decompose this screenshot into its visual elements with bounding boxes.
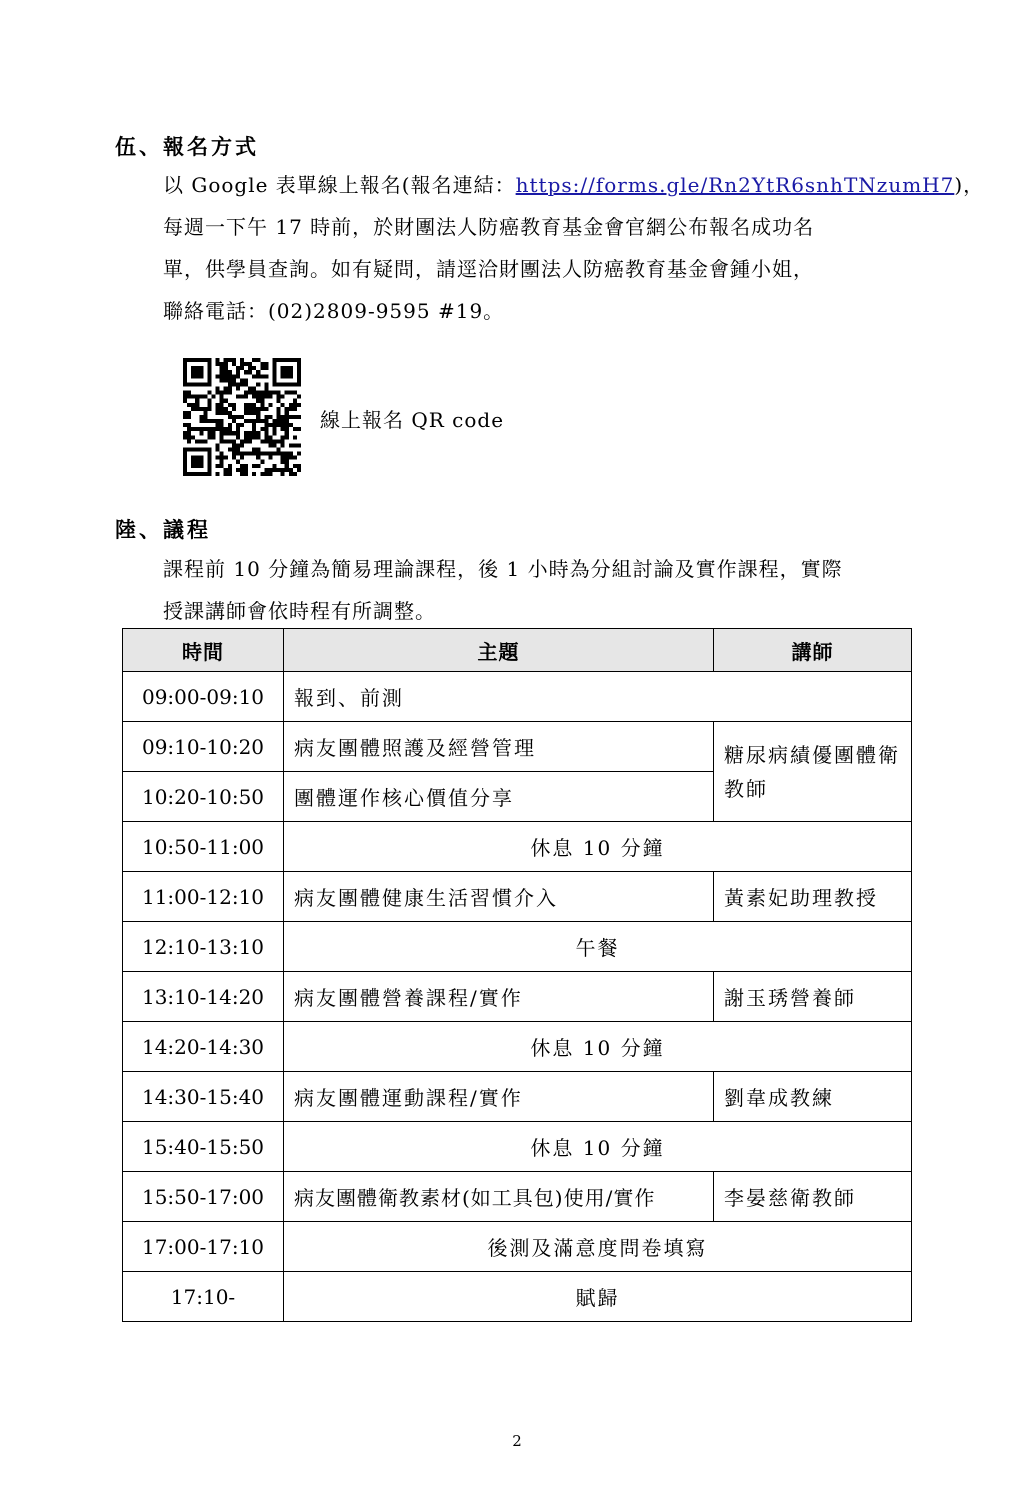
qr-code-image <box>183 358 301 476</box>
table-row <box>123 1122 912 1172</box>
registration-text: 以 Google 表單線上報名(報名連結： <box>163 173 516 197</box>
time-cell: 10:20-10:50 <box>123 772 284 822</box>
section-heading-registration: 伍、報名方式 <box>115 135 259 159</box>
time-cell: 10:50-11:00 <box>123 822 284 872</box>
speaker-cell: 李晏慈衛教師 <box>714 1172 912 1222</box>
break-cell: 休息 10 分鐘 <box>284 1022 912 1072</box>
table-row <box>123 1072 912 1122</box>
time-cell: 15:50-17:00 <box>123 1172 284 1222</box>
table-row <box>123 922 912 972</box>
time-cell: 14:20-14:30 <box>123 1022 284 1072</box>
topic-cell: 病友團體健康生活習慣介入 <box>284 872 714 922</box>
table-row <box>123 1222 912 1272</box>
topic-cell: 病友團體照護及經營管理 <box>284 722 714 772</box>
qr-code-label: 線上報名 QR code <box>320 408 505 432</box>
break-cell: 午餐 <box>284 922 912 972</box>
speaker-cell: 黃素妃助理教授 <box>714 872 912 922</box>
header-time: 時間 <box>123 629 284 672</box>
time-cell: 17:10- <box>123 1272 284 1322</box>
topic-cell: 病友團體營養課程/實作 <box>284 972 714 1022</box>
header-topic: 主題 <box>284 629 714 672</box>
table-row <box>123 822 912 872</box>
speaker-cell: 謝玉琇營養師 <box>714 972 912 1022</box>
agenda-intro <box>163 548 923 632</box>
agenda-intro-line-1: 課程前 10 分鐘為簡易理論課程，後 1 小時為分組討論及實作課程，實際 <box>163 557 843 581</box>
header-speaker: 講師 <box>714 629 912 672</box>
time-cell: 12:10-13:10 <box>123 922 284 972</box>
registration-line-4: 聯絡電話：(02)2809-9595 #19。 <box>163 299 505 323</box>
time-cell: 15:40-15:50 <box>123 1122 284 1172</box>
registration-line-3: 單，供學員查詢。如有疑問，請逕洽財團法人防癌教育基金會鍾小姐， <box>163 257 814 281</box>
table-row <box>123 672 912 722</box>
registration-line-2: 每週一下午 17 時前，於財團法人防癌教育基金會官網公布報名成功名 <box>163 215 815 239</box>
registration-paragraph <box>163 164 985 332</box>
topic-cell: 病友團體衛教素材(如工具包)使用/實作 <box>284 1172 714 1222</box>
topic-cell: 病友團體運動課程/實作 <box>284 1072 714 1122</box>
table-row <box>123 1172 912 1222</box>
break-cell: 休息 10 分鐘 <box>284 1122 912 1172</box>
time-cell: 17:00-17:10 <box>123 1222 284 1272</box>
agenda-intro-line-2: 授課講師會依時程有所調整。 <box>163 599 436 623</box>
speaker-cell: 劉韋成教練 <box>714 1072 912 1122</box>
time-cell: 11:00-12:10 <box>123 872 284 922</box>
registration-line-1 <box>163 164 985 206</box>
table-row <box>123 972 912 1022</box>
time-cell: 09:00-09:10 <box>123 672 284 722</box>
table-row <box>123 722 912 772</box>
topic-cell: 團體運作核心價值分享 <box>284 772 714 822</box>
topic-cell: 報到、前測 <box>284 672 912 722</box>
break-cell: 後測及滿意度問卷填寫 <box>284 1222 912 1272</box>
time-cell: 13:10-14:20 <box>123 972 284 1022</box>
registration-text-end: )， <box>954 173 985 197</box>
table-row <box>123 872 912 922</box>
agenda-table <box>122 628 912 1322</box>
registration-link[interactable]: https://forms.gle/Rn2YtR6snhTNzumH7 <box>515 173 955 197</box>
table-row <box>123 1022 912 1072</box>
break-cell: 休息 10 分鐘 <box>284 822 912 872</box>
agenda-header-row <box>123 629 912 672</box>
time-cell: 14:30-15:40 <box>123 1072 284 1122</box>
time-cell: 09:10-10:20 <box>123 722 284 772</box>
page-number: 2 <box>512 1432 522 1450</box>
section-heading-agenda: 陸、議程 <box>115 518 211 542</box>
speaker-cell: 糖尿病績優團體衛教師 <box>714 722 912 822</box>
table-row <box>123 1272 912 1322</box>
break-cell: 賦歸 <box>284 1272 912 1322</box>
